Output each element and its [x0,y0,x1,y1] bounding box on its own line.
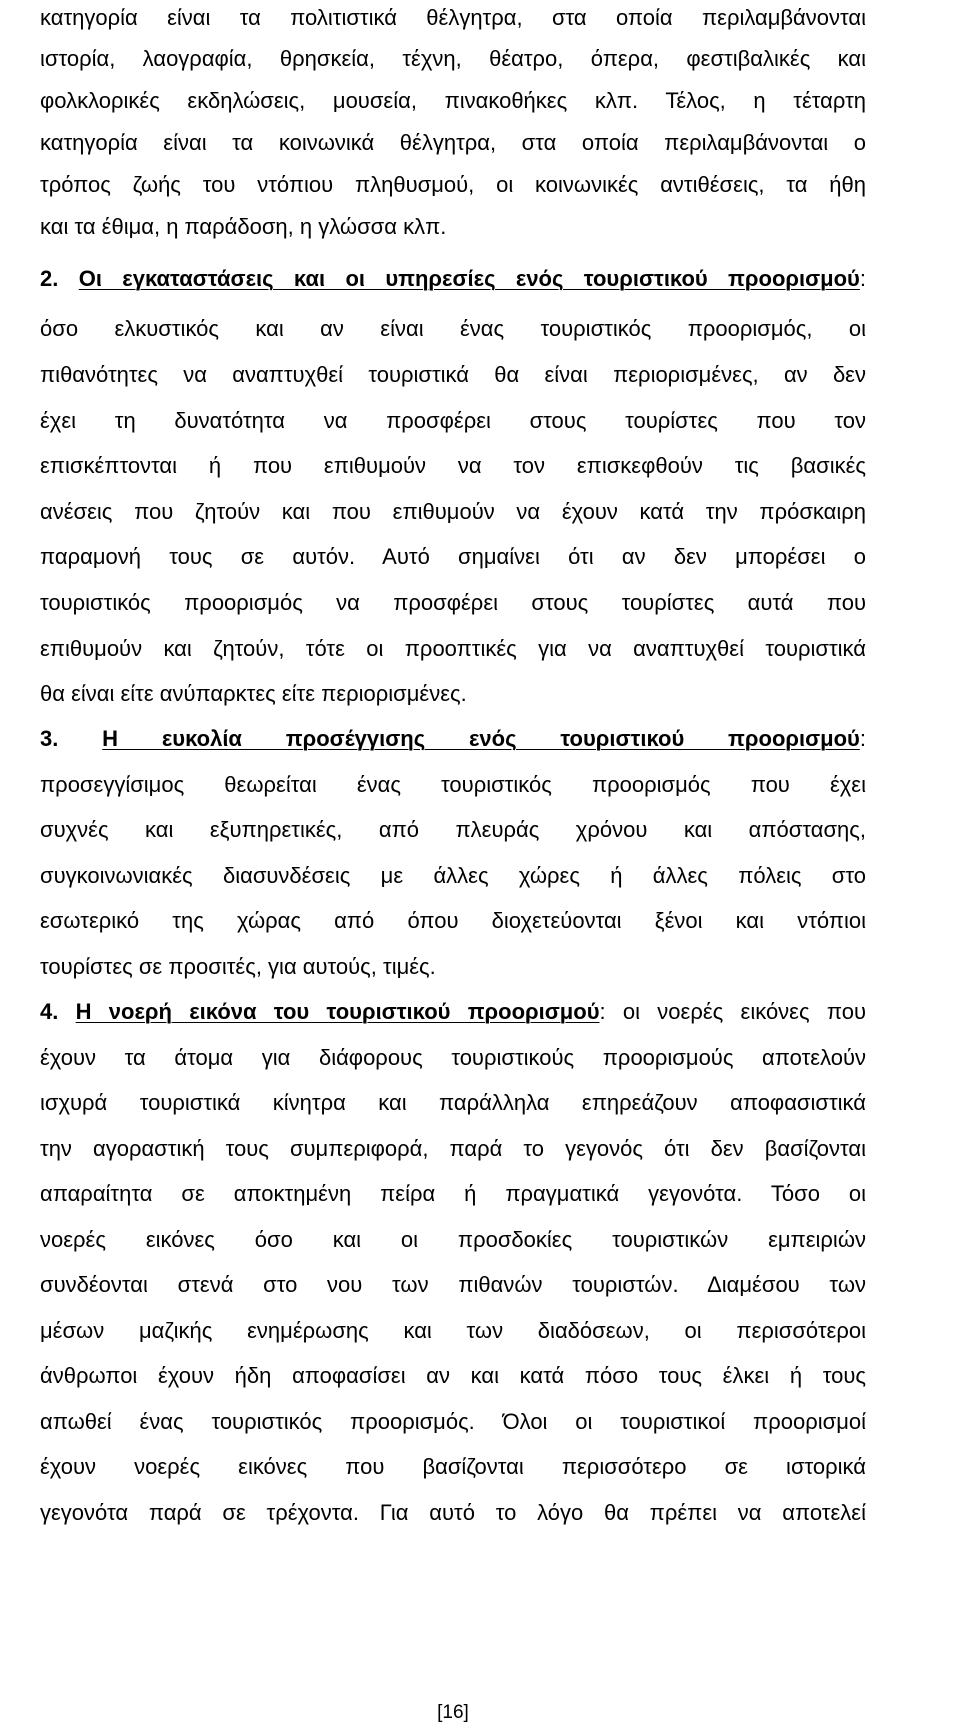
text-line: τουρίστες σε προσιτές, για αυτούς, τιμές. [40,954,436,979]
text-line: εσωτερικό της χώρας από όπου διοχετεύονται ξένοι και ντόπιοι [40,908,866,933]
text-line: νοερές εικόνες όσο και οι προσδοκίες τουριστικών εμπειριών [40,1227,866,1252]
text-line: και τα έθιμα, η παράδοση, η γλώσσα κλπ. [40,214,447,239]
list-item-heading [40,997,866,1027]
list-item-number: 3. [40,726,59,751]
page-number-label: [16] [437,1702,469,1723]
list-item-term: Οι εγκαταστάσεις και οι υπηρεσίες ενός τουριστικού προορισμού [78,266,860,291]
list-item-term: Η νοερή εικόνα του τουριστικού προορισμού [75,999,600,1024]
text-line: έχει τη δυνατότητα να προσφέρει στους τουρίστες που τον [40,408,866,433]
text-line: κατηγορία είναι τα κοινωνικά θέλγητρα, στα οποία περιλαμβάνονται ο [40,130,866,155]
text-line: άνθρωποι έχουν ήδη αποφασίσει αν και κατά πόσο τους έλκει ή τους [40,1363,866,1388]
text-line: επισκέπτονται ή που επιθυμούν να τον επισκεφθούν τις βασικές [40,453,866,478]
text-line: πιθανότητες να αναπτυχθεί τουριστικά θα είναι περιορισμένες, αν δεν [40,362,866,387]
list-item-heading [40,724,866,754]
list-item-number: 2. [40,266,59,291]
text-line: την αγοραστική τους συμπεριφορά, παρά το γεγονός ότι δεν βασίζονται [40,1136,866,1161]
text-line: μέσων μαζικής ενημέρωσης και των διαδόσεων, οι περισσότεροι [40,1318,866,1343]
text-line: ισχυρά τουριστικά κίνητρα και παράλληλα επηρεάζουν αποφασιστικά [40,1090,866,1115]
list-item-term: Η ευκολία προσέγγισης ενός τουριστικού προορισμού [102,726,860,751]
list-item-term-suffix: : [859,266,866,291]
text-line: κατηγορία είναι τα πολιτιστικά θέλγητρα, στα οποία περιλαμβάνονται [40,5,866,30]
text-line: ανέσεις που ζητούν και που επιθυμούν να έχουν κατά την πρόσκαιρη [40,499,866,524]
text-line: έχουν νοερές εικόνες που βασίζονται περισσότερο σε ιστορικά [40,1454,866,1479]
text-line: απαραίτητα σε αποκτημένη πείρα ή πραγματικά γεγονότα. Τόσο οι [40,1181,866,1206]
text-line: παραμονή τους σε αυτόν. Αυτό σημαίνει ότι αν δεν μπορέσει ο [40,544,866,569]
text-line: όσο ελκυστικός και αν είναι ένας τουριστικός προορισμός, οι [40,316,866,341]
text-line: γεγονότα παρά σε τρέχοντα. Για αυτό το λόγο θα πρέπει να αποτελεί [40,1500,866,1525]
text-line: προσεγγίσιμος θεωρείται ένας τουριστικός προορισμός που έχει [40,772,866,797]
text-line: έχουν τα άτομα για διάφορους τουριστικούς προορισμούς αποτελούν [40,1045,866,1070]
list-item-number: 4. [40,999,59,1024]
text-line: τουριστικός προορισμός να προσφέρει στους τουρίστες αυτά που [40,590,866,615]
text-line: συγκοινωνιακές διασυνδέσεις με άλλες χώρες ή άλλες πόλεις στο [40,863,866,888]
text-line: συχνές και εξυπηρετικές, από πλευράς χρόνου και απόστασης, [40,817,866,842]
text-line: συνδέονται στενά στο νου των πιθανών τουριστών. Διαμέσου των [40,1272,866,1297]
text-line: τρόπος ζωής του ντόπιου πληθυσμού, οι κοινωνικές αντιθέσεις, τα ήθη [40,172,866,197]
page-number [40,1700,866,1726]
text-line: ιστορία, λαογραφία, θρησκεία, τέχνη, θέατρο, όπερα, φεστιβαλικές και [40,46,866,71]
list-item-heading [40,264,866,294]
text-line: θα είναι είτε ανύπαρκτες είτε περιορισμένες. [40,681,467,706]
list-item-term-suffix: : [859,726,866,751]
text-line: απωθεί ένας τουριστικός προορισμός. Όλοι οι τουριστικοί προορισμοί [40,1409,866,1434]
list-item-term-suffix: : οι νοερές εικόνες που [599,999,866,1024]
text-line: φολκλορικές εκδηλώσεις, μουσεία, πινακοθήκες κλπ. Τέλος, η τέταρτη [40,88,866,113]
text-line: επιθυμούν και ζητούν, τότε οι προοπτικές για να αναπτυχθεί τουριστικά [40,636,866,661]
